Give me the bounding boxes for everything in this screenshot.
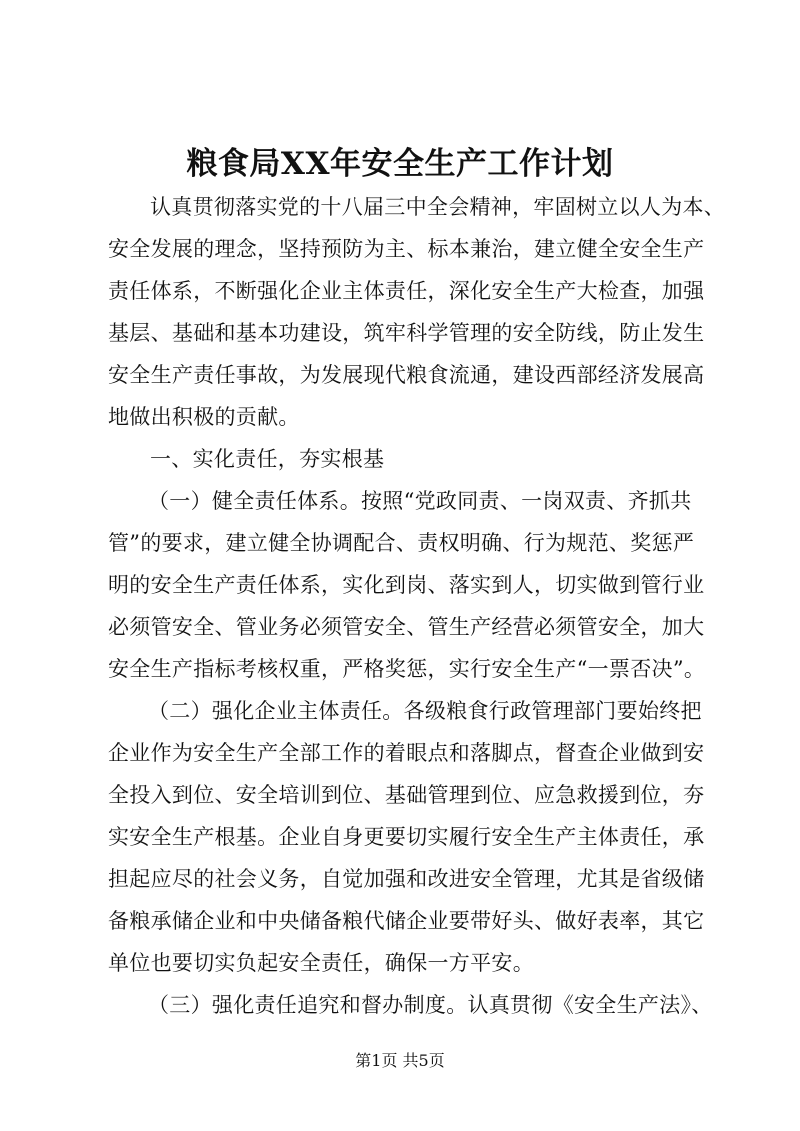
body-line: 明的安全生产责任体系，实化到岗、落实到人，切实做到管行业: [108, 573, 705, 597]
body-line: （二）强化企业主体责任。各级粮食行政管理部门要始终把: [148, 699, 702, 723]
body-line: 担起应尽的社会义务，自觉加强和改进安全管理，尤其是省级储: [108, 867, 705, 891]
body-line: 责任体系，不断强化企业主体责任，深化安全生产大检查，加强: [108, 279, 705, 303]
body-line: 基层、基础和基本功建设，筑牢科学管理的安全防线，防止发生: [108, 321, 705, 345]
section-heading: 一、实化责任，夯实根基: [150, 447, 385, 471]
body-line: 安全生产责任事故，为发展现代粮食流通，建设西部经济发展高: [108, 363, 705, 387]
body-line: 企业作为安全生产全部工作的着眼点和落脚点，督查企业做到安: [108, 741, 705, 765]
page-title: 粮食局XX年安全生产工作计划: [186, 146, 614, 182]
body-line: 备粮承储企业和中央储备粮代储企业要带好头、做好表率，其它: [108, 909, 705, 933]
body-line: 认真贯彻落实党的十八届三中全会精神，牢固树立以人为本、: [150, 195, 726, 219]
page-number-footer: 第1页 共5页: [355, 1051, 445, 1070]
body-line: 必须管安全、管业务必须管安全、管生产经营必须管安全，加大: [108, 615, 705, 639]
body-line: 全投入到位、安全培训到位、基础管理到位、应急救援到位，夯: [108, 783, 705, 807]
body-line: 地做出积极的贡献。: [108, 405, 300, 429]
document-body: [108, 186, 726, 1026]
body-line: 单位也要切实负起安全责任，确保一方平安。: [108, 951, 534, 975]
body-line: 实安全生产根基。企业自身更要切实履行安全生产主体责任，承: [108, 825, 705, 849]
body-line: 安全发展的理念，坚持预防为主、标本兼治，建立健全安全生产: [108, 237, 705, 261]
body-line: （三）强化责任追究和督办制度。认真贯彻《安全生产法》、: [148, 993, 713, 1017]
body-line: 安全生产指标考核权重，严格奖惩，实行安全生产“一票否决”。: [108, 657, 706, 681]
body-line: （一）健全责任体系。按照“党政同责、一岗双责、齐抓共: [148, 489, 692, 513]
body-line: 管”的要求，建立健全协调配合、责权明确、行为规范、奖惩严: [108, 531, 695, 555]
